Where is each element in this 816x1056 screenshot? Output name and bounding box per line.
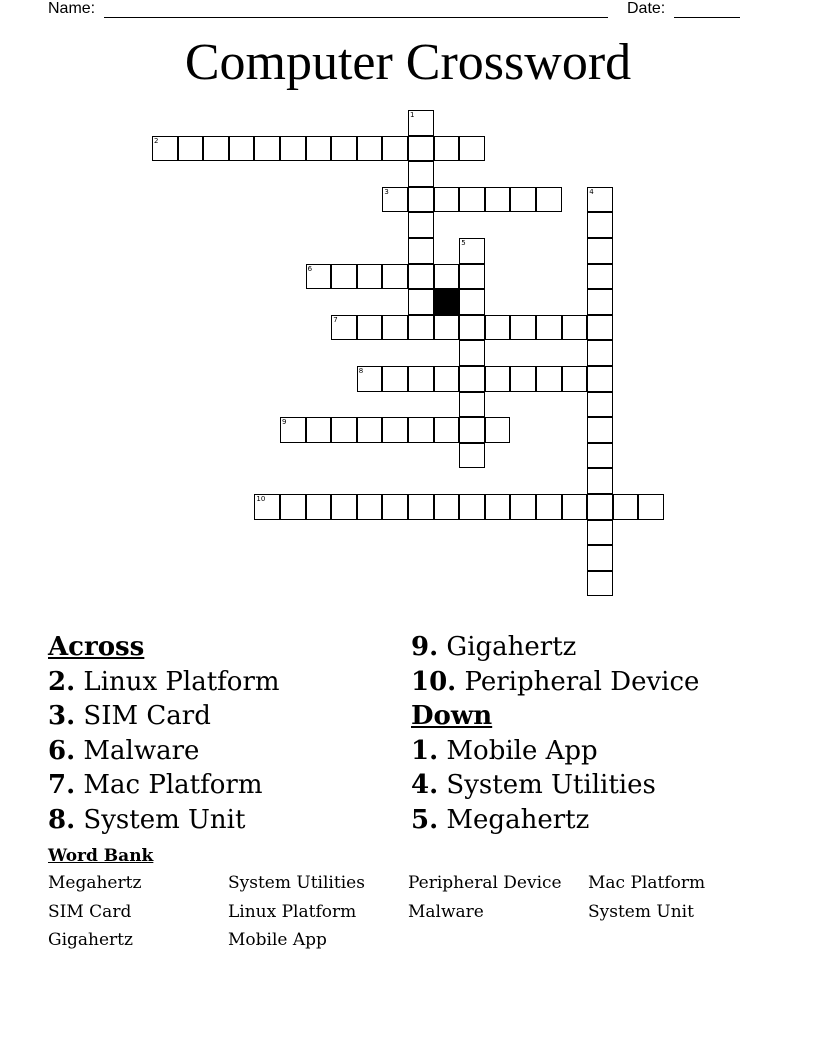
page-title: Computer Crossword [184,34,632,91]
grid-cell[interactable] [587,417,613,443]
grid-cell[interactable] [459,238,485,264]
clue-number-label: 7 [333,315,338,324]
word-bank-item: System Utilities [228,873,365,893]
clue-across-6 [48,734,280,769]
grid-cell[interactable] [280,136,306,162]
grid-cell[interactable] [434,264,460,290]
grid-cell[interactable] [331,417,357,443]
grid-cell[interactable] [357,366,383,392]
clues-column-left [48,630,280,837]
grid-cell[interactable] [306,494,332,520]
grid-cell[interactable] [587,545,613,571]
grid-cell[interactable] [459,340,485,366]
word-bank-item: Gigahertz [48,930,133,950]
grid-cell[interactable] [408,494,434,520]
word-bank-title: Word Bank [48,846,154,866]
down-heading: Down [411,701,493,731]
grid-cell[interactable] [536,315,562,341]
clue-text: Malware [83,735,200,766]
grid-cell[interactable] [254,494,280,520]
grid-cell[interactable] [485,366,511,392]
grid-cell[interactable] [331,494,357,520]
grid-cell[interactable] [357,315,383,341]
clue-number-label: 1 [410,111,415,119]
clue-across-8 [48,803,280,838]
clue-text: Peripheral Device [464,666,700,697]
grid-cell[interactable] [382,264,408,290]
grid-cell[interactable] [306,417,332,443]
grid-cell[interactable] [382,315,408,341]
clue-text: Linux Platform [83,666,280,697]
clue-text: Gigahertz [446,632,577,662]
clue-text: Mac Platform [83,770,263,800]
grid-cell[interactable] [587,212,613,238]
grid-cell[interactable] [485,187,511,213]
grid-cell[interactable] [587,520,613,546]
grid-cell[interactable] [408,212,434,238]
grid-cell[interactable] [587,494,613,520]
clue-text: System Utilities [446,770,656,800]
grid-cell[interactable] [434,136,460,162]
word-bank-item: System Unit [588,901,694,922]
grid-cell[interactable] [408,238,434,264]
grid-cell[interactable] [485,315,511,341]
grid-cell[interactable] [306,136,332,162]
clue-down-4 [411,768,699,803]
clue-number: 1. [411,735,439,766]
clue-down-5 [411,803,699,838]
grid-cell[interactable] [562,494,588,520]
grid-cell[interactable] [203,136,229,162]
word-bank-item: Mac Platform [588,873,706,893]
grid-cell[interactable] [408,110,434,136]
clue-number: 3. [48,701,76,731]
word-bank [48,872,768,952]
grid-cell[interactable] [382,417,408,443]
grid-cell[interactable] [587,264,613,290]
grid-cell[interactable] [434,366,460,392]
grid-cell[interactable] [510,494,536,520]
grid-cell[interactable] [382,187,408,213]
grid-cell[interactable] [280,417,306,443]
grid-cell[interactable] [536,494,562,520]
grid-cell[interactable] [434,315,460,341]
grid-cell[interactable] [178,136,204,162]
grid-cell[interactable] [331,315,357,341]
grid-cell[interactable] [638,494,664,520]
grid-cell[interactable] [613,494,639,520]
word-bank-item: Peripheral Device [408,873,562,893]
word-bank-item: Megahertz [48,873,142,893]
grid-cell[interactable] [587,366,613,392]
grid-cell[interactable] [408,136,434,162]
grid-cell[interactable] [408,366,434,392]
clue-across-9 [411,630,699,665]
grid-cell[interactable] [306,264,332,290]
grid-cell[interactable] [434,187,460,213]
grid-cell[interactable] [459,392,485,418]
grid-cell[interactable] [382,366,408,392]
grid-cell[interactable] [254,136,280,162]
grid-cell[interactable] [357,136,383,162]
grid-cell[interactable] [510,187,536,213]
grid-cell[interactable] [434,494,460,520]
grid-cell[interactable] [536,187,562,213]
grid-cell[interactable] [459,366,485,392]
clue-text: Mobile App [446,735,598,766]
grid-cell[interactable] [382,136,408,162]
grid-cell[interactable] [485,417,511,443]
grid-block-cell [434,289,460,315]
clue-number-label: 4 [589,187,594,196]
grid-cell[interactable] [331,136,357,162]
grid-cell[interactable] [357,494,383,520]
clue-number-label: 5 [461,239,466,247]
grid-cell[interactable] [408,289,434,315]
clue-text: System Unit [83,804,246,835]
grid-cell[interactable] [459,187,485,213]
clue-number-label: 10 [256,495,266,503]
grid-cell[interactable] [459,417,485,443]
word-bank-item: Malware [408,901,484,922]
clue-text: Megahertz [446,804,590,835]
word-bank-item: Linux Platform [228,901,357,922]
clue-number: 8. [48,804,76,835]
grid-cell[interactable] [536,366,562,392]
grid-cell[interactable] [459,264,485,290]
grid-cell[interactable] [587,315,613,341]
clue-across-2 [48,665,280,700]
grid-cell[interactable] [587,340,613,366]
clue-number-label: 8 [358,367,364,375]
clues-column-right [411,630,699,837]
clue-number: 5. [411,804,439,835]
grid-cell[interactable] [331,264,357,290]
grid-cell[interactable] [459,494,485,520]
grid-cell[interactable] [587,289,613,315]
grid-cell[interactable] [459,443,485,469]
clue-number: 6. [48,735,76,766]
grid-cell[interactable] [408,417,434,443]
grid-cell[interactable] [382,494,408,520]
grid-cell[interactable] [459,136,485,162]
grid-cell[interactable] [357,417,383,443]
grid-cell[interactable] [229,136,255,162]
grid-cell[interactable] [510,366,536,392]
clue-across-10 [411,665,699,700]
grid-cell[interactable] [510,315,536,341]
grid-cell[interactable] [485,494,511,520]
grid-cell[interactable] [587,187,613,213]
date-label: Date: [627,0,666,17]
grid-cell[interactable] [280,494,306,520]
word-bank-item: Mobile App [228,930,327,950]
clue-across-7 [48,768,280,803]
word-bank-item: SIM Card [48,901,132,922]
grid-cell[interactable] [408,161,434,187]
grid-cell[interactable] [562,315,588,341]
clue-number: 9. [411,632,439,662]
grid-cell[interactable] [459,315,485,341]
grid-cell[interactable] [587,468,613,494]
clue-number-label: 9 [282,418,287,427]
name-label: Name: [48,0,96,17]
grid-cell[interactable] [562,366,588,392]
clue-down-1 [411,734,699,769]
grid-cell[interactable] [408,187,434,213]
clue-number: 2. [48,666,76,697]
grid-cell[interactable] [459,289,485,315]
grid-cell[interactable] [357,264,383,290]
clue-number-label: 3 [384,187,389,196]
clue-number: 4. [411,770,439,800]
clue-across-3 [48,699,280,734]
grid-cell[interactable] [587,443,613,469]
clue-number: 7. [48,770,76,800]
clue-number: 10. [411,666,457,697]
across-heading: Across [48,632,145,662]
clue-number-label: 2 [154,136,159,145]
grid-cell[interactable] [587,392,613,418]
grid-cell[interactable] [408,264,434,290]
grid-cell[interactable] [587,238,613,264]
grid-cell[interactable] [434,417,460,443]
clue-text: SIM Card [83,701,211,731]
grid-cell[interactable] [152,136,178,162]
grid-cell[interactable] [587,571,613,597]
grid-cell[interactable] [408,315,434,341]
clue-number-label: 6 [307,264,313,273]
